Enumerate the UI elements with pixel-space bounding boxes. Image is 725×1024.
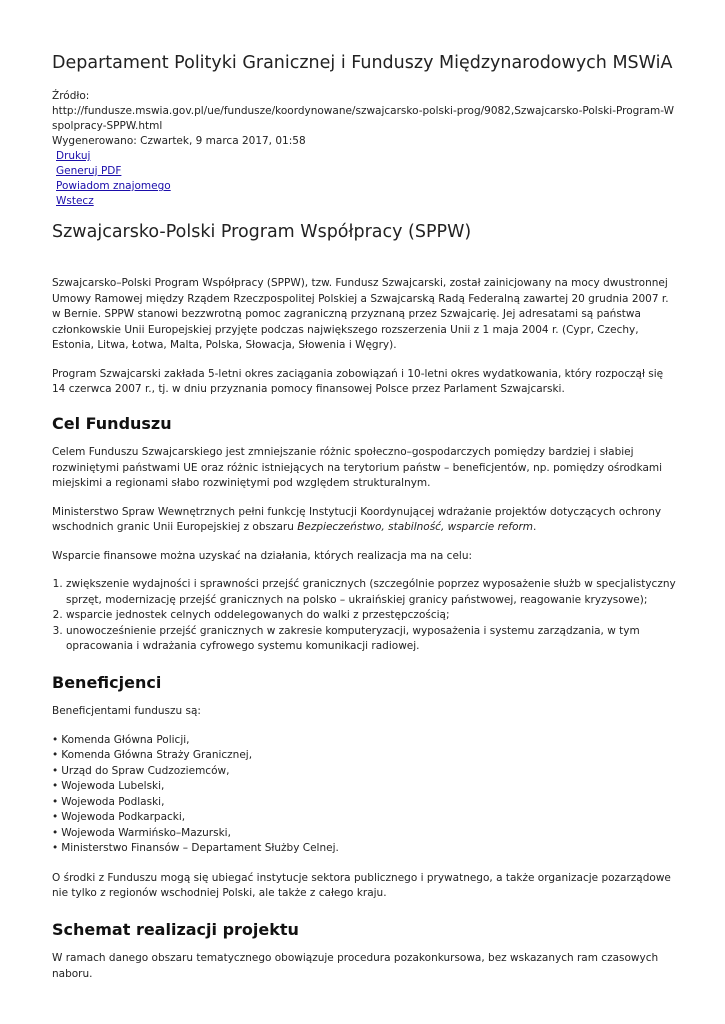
- list-item: • Ministerstwo Finansów – Departament Służby Celnej.: [52, 841, 677, 857]
- source-label: Źródło:: [52, 90, 90, 102]
- back-link[interactable]: Wstecz: [56, 195, 94, 207]
- site-title: Departament Polityki Granicznej i Funduszy Międzynarodowych MSWiA: [52, 53, 673, 73]
- benef-intro: Beneficjentami funduszu są:: [52, 705, 201, 717]
- beneficiaries-list: [52, 733, 677, 857]
- list-item: • Wojewoda Lubelski,: [52, 779, 677, 795]
- intro-paragraph-1: Szwajcarsko–Polski Program Współpracy (SPPW), tzw. Fundusz Szwajcarski, został zainicjowany na mocy dwustronnej Umowy Ramowej między Rządem Rzeczpospolitej Polskiej a Szwajcarską Radą Federalną zawartej 20 grudnia 2007 r. w Bernie. SPPW stanowi bezzwrotną pomoc zagraniczną przyznaną przez Szwajcarię. Jej adresatami są państwa członkowskie Unii Europejskiej przyjęte podczas największego rozszerzenia Unii z 1 maja 2004 r. (Cypr, Czechy, Estonia, Litwa, Łotwa, Malta, Polska, Słowacja, Słowenia i Węgry).: [52, 277, 669, 351]
- cel-p2-end: .: [533, 521, 537, 533]
- list-item: 2. wsparcie jednostek celnych oddelegowanych do walki z przestępczością;: [66, 608, 677, 624]
- list-item: • Komenda Główna Straży Granicznej,: [52, 748, 677, 764]
- intro-paragraph-2: Program Szwajcarski zakłada 5-letni okres zaciągania zobowiązań i 10-letni okres wydatkowania, który rozpoczął się 14 czerwca 2007 r., tj. w dniu przyznania pomocy finansowej Polsce przez Parlament Szwajcarski.: [52, 367, 664, 395]
- generate-pdf-link[interactable]: Generuj PDF: [56, 165, 122, 177]
- list-item: • Wojewoda Podkarpacki,: [52, 810, 677, 826]
- list-item: • Urząd do Spraw Cudzoziemców,: [52, 764, 677, 780]
- section-heading-cel: Cel Funduszu: [52, 413, 172, 433]
- print-meta: [52, 89, 677, 209]
- article-title: Szwajcarsko-Polski Program Współpracy (SPPW): [52, 222, 472, 242]
- cel-paragraph-3: Wsparcie finansowe można uzyskać na działania, których realizacja ma na celu:: [52, 549, 473, 562]
- list-item: • Komenda Główna Policji,: [52, 733, 677, 749]
- list-item: 3. unowocześnienie przejść granicznych w zakresie komputeryzacji, wyposażenia i systemu zarządzania, w tym opracowania i wdrażania cyfrowego systemu komunikacji radiowej.: [66, 624, 677, 655]
- notify-friend-link[interactable]: Powiadom znajomego: [56, 180, 171, 192]
- section-heading-schemat: Schemat realizacji projektu: [52, 919, 299, 939]
- cel-p2-emphasis: Bezpieczeństwo, stabilność, wsparcie reform: [297, 521, 534, 533]
- list-item: • Wojewoda Podlaski,: [52, 795, 677, 811]
- benef-outro: O środki z Funduszu mogą się ubiegać instytucje sektora publicznego i prywatnego, a także organizacje pozarządowe nie tylko z regionów wschodniej Polski, ale także z całego kraju.: [52, 871, 671, 899]
- schemat-paragraph-1: W ramach danego obszaru tematycznego obowiązuje procedura pozakonkursowa, bez wskazanych ram czasowych naboru.: [52, 952, 659, 980]
- section-heading-beneficjenci: Beneficjenci: [52, 672, 162, 692]
- goals-list: [52, 577, 677, 655]
- article-content: [52, 276, 677, 995]
- cel-paragraph-1: Celem Funduszu Szwajcarskiego jest zmniejszanie różnic społeczno–gospodarczych pomiędzy bardziej i słabiej rozwiniętymi państwami UE oraz różnic istniejących na terytorium państw – beneficjentów, np. pomiędzy ośrodkami miejskimi a regionami słabo rozwiniętymi pod względem strukturalnym.: [52, 446, 663, 489]
- generated-date: Wygenerowano: Czwartek, 9 marca 2017, 01:58: [52, 135, 306, 147]
- list-item: 1. zwiększenie wydajności i sprawności przejść granicznych (szczególnie poprzez wyposażenie służb w specjalistyczny sprzęt, modernizację przejść granicznych na polsko – ukraińskiej granicy państwowej, reagowanie kryzysowe);: [66, 577, 677, 608]
- list-item: • Wojewoda Warmińsko–Mazurski,: [52, 826, 677, 842]
- source-url: http://fundusze.mswia.gov.pl/ue/fundusze/koordynowane/szwajcarsko-polski-prog/9082,Szwajcarsko-Polski-Program-Wspolpracy-SPPW.html: [52, 105, 675, 132]
- cel-p2-text: Ministerstwo Spraw Wewnętrznych pełni funkcję Instytucji Koordynującej wdrażanie projektów dotyczących ochrony wschodnich granic Unii Europejskiej z obszaru: [52, 505, 662, 533]
- print-link[interactable]: Drukuj: [56, 150, 91, 162]
- cel-paragraph-2: [52, 505, 677, 536]
